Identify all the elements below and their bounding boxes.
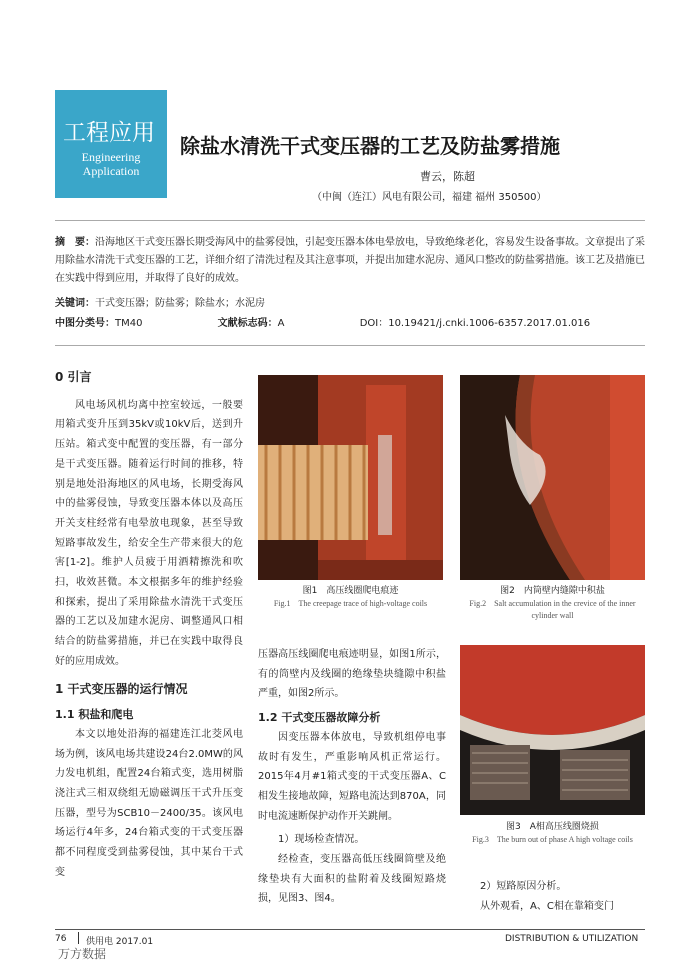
paper-title: 除盐水清洗干式变压器的工艺及防盐雾措施: [180, 134, 560, 158]
keywords-text: 干式变压器；防盐雾；除盐水；水泥房: [95, 298, 265, 309]
section-1-2-heading: 1.2 干式变压器故障分析: [258, 711, 381, 725]
class-value: TM40: [115, 318, 143, 329]
doi: DOI：10.19421/j.cnki.1006-6357.2017.01.016: [359, 318, 591, 329]
salt-accumulation-photo: [460, 375, 645, 580]
category-badge: [55, 90, 167, 198]
header-divider: [55, 220, 645, 221]
analysis-text: 从外观看，A、C相在靠箱变门: [480, 900, 614, 912]
keywords: [55, 294, 265, 309]
figure-3-caption-en: Fig.3 The burn out of phase A high voltage coils: [472, 835, 633, 844]
classification: [55, 314, 626, 329]
analysis-heading: 2）短路原因分析。: [480, 881, 567, 892]
category-cn: 工程应用: [63, 120, 155, 146]
journal-name: 供用电 2017.01: [86, 937, 154, 947]
abstract-divider: [55, 345, 645, 346]
category-en-line1: Engineering: [81, 150, 141, 164]
intro-text: 风电场风机均离中控室较远，一般要用箱式变升压到35kV或10kV后，送到升压站。箱式变中配置的变压器，有一部分是干式变压器。随着运行时间的推移，特别是地处沿海地区的风电场，长期受海风中的盐雾侵蚀，导致变压器本体以及高压开关支柱经常有电晕放电现象，甚至导致短路事故发生，给安全生产带来很大的危害[1-2]。维护人员疲于用酒精擦洗和吹扫，收效甚微。本文根据多年的维护经验和探索，提出了采用除盐水清洗干式变压器的工艺以及加建水泥房、调整通风口相结合的防盐雾措施，并已在实践中取得良好的应用成效。: [55, 399, 243, 667]
figure-3-image: [460, 645, 645, 815]
authors: 曹云，陈超: [420, 170, 475, 183]
figure-2-image: [460, 375, 645, 580]
figure-2-caption-en: Fig.2 Salt accumulation in the crevice of the inner cylinder wall: [469, 599, 636, 620]
affiliation: （中闽（连江）风电有限公司，福建 福州 350500）: [312, 192, 547, 203]
section-1-heading: 1 干式变压器的运行情况: [55, 681, 188, 696]
section-1-1-heading: 1.1 积盐和爬电: [55, 708, 134, 722]
section-1-2-item-1-text: 经检查，变压器高低压线圈筒壁及绝缘垫块有大面积的盐附着及线圈短路烧损，见图3、图4。: [258, 854, 446, 905]
column-2: [258, 645, 446, 909]
column-3: [460, 877, 648, 916]
intro-heading: 0 引言: [55, 370, 92, 384]
section-1-2-text: 因变压器本体放电，导致机组停电事故时有发生，严重影响风机正常运行。2015年4月#1箱式变的干式变压器A、C相发生接地故障，短路电流达到870A，同时电流速断保护动作开关跳闸。: [258, 731, 446, 822]
burned-coil-photo: [460, 645, 645, 815]
figure-3-caption-cn: 图3 A相高压线圈烧损: [506, 822, 599, 832]
category-en: [67, 150, 155, 178]
column-2-text: 压器高压线圈爬电痕迹明显，如图1所示，有的筒壁内及线圈的绝缘垫块缝隙中积盐严重，如图2所示。: [258, 649, 446, 700]
figure-1-caption-cn: 图1 高压线圈爬电痕迹: [302, 586, 399, 596]
page-number: 76: [55, 934, 67, 944]
keywords-label: 关键词：: [55, 298, 95, 309]
figure-2-caption: [460, 584, 645, 622]
creepage-trace-photo: [258, 375, 443, 580]
figure-1-caption-en: Fig.1 The creepage trace of high-voltage coils: [273, 599, 428, 608]
abstract: [55, 234, 645, 288]
abstract-text: 沿海地区干式变压器长期受海风中的盐雾侵蚀，引起变压器本体电晕放电，导致绝缘老化，容易发生设备事故。文章提出了采用除盐水清洗干式变压器的工艺，详细介绍了清洗过程及其注意事项，并提出加建水泥房、通风口整改的防盐雾措施。该工艺及措施已在实践中得到应用，并取得了良好的成效。: [55, 237, 645, 284]
section-1-2-item-1: 1）现场检查情况。: [278, 834, 365, 846]
category-en-line2: Application: [82, 164, 140, 178]
doc-label: 文献标志码：: [217, 318, 278, 329]
abstract-label: 摘 要：: [55, 237, 95, 248]
figure-3-caption: [460, 820, 645, 846]
figure-1-image: [258, 375, 443, 580]
section-1-1-text: 本文以地处沿海的福建连江北茭风电场为例，该风电场共建设24台2.0MW的风力发电机组，配置24台箱式变，选用树脂浇注式三相双绕组无励磁调压干式升压变压器，型号为SCB10－2400/35。该风电场运行4年多，24台箱式变的干式变压器都不同程度受到盐雾侵蚀，其中某台干式变: [55, 728, 243, 878]
doc-value: A: [277, 318, 285, 329]
footer-divider: [55, 929, 645, 930]
watermark: 万方数据: [58, 947, 107, 961]
doc-code: [218, 318, 321, 329]
footer-separator: [78, 932, 79, 944]
figure-2-caption-cn: 图2 内筒壁内缝隙中积盐: [500, 586, 605, 596]
figure-1-caption: [258, 584, 443, 610]
class-label: 中图分类号：: [55, 318, 115, 329]
column-1: [55, 368, 243, 883]
journal-name-en: DISTRIBUTION & UTILIZATION: [505, 934, 639, 944]
class-number: [55, 318, 178, 329]
